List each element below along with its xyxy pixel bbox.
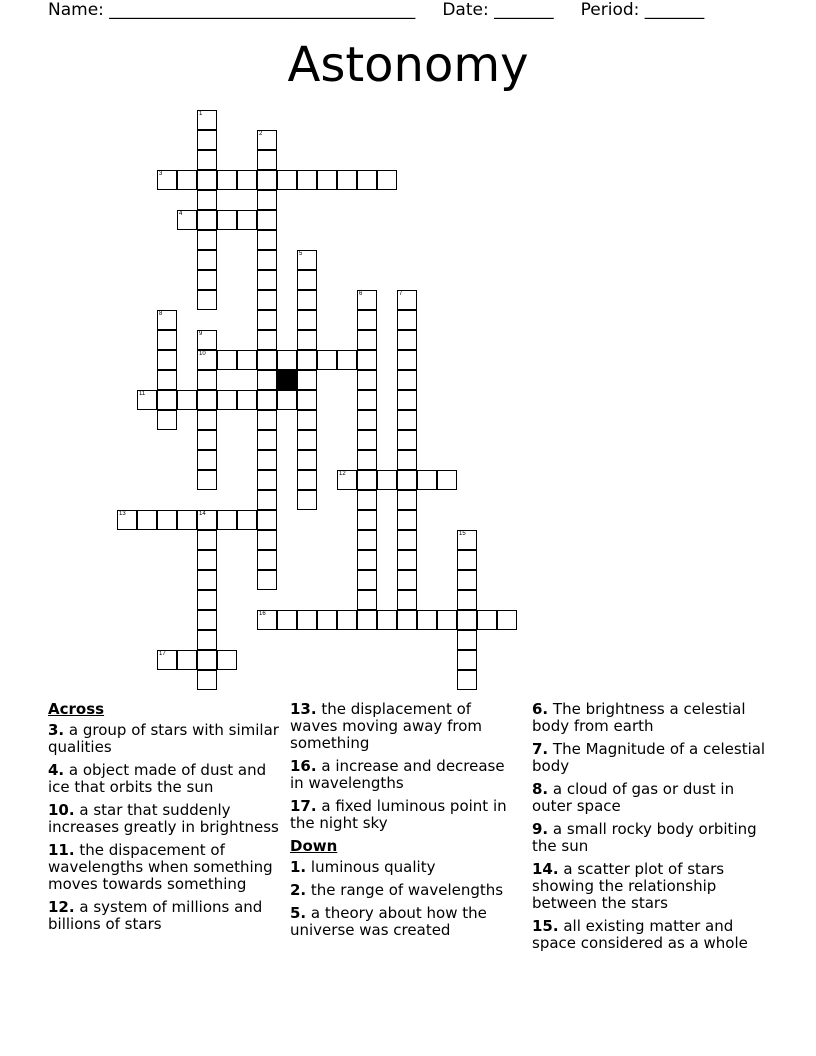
crossword-cell[interactable] [197, 550, 217, 570]
crossword-cell[interactable] [197, 630, 217, 650]
clue-across-16: 16. a increase and decrease in wavelengths [290, 757, 505, 792]
clue-across-17: 17. a fixed luminous point in the night sky [290, 797, 507, 832]
crossword-cell[interactable] [357, 290, 377, 310]
clue-down-2: 2. the range of wavelengths [290, 881, 504, 899]
crossword-cell[interactable] [457, 590, 477, 610]
crossword-cell[interactable] [197, 210, 217, 230]
crossword-cell[interactable] [297, 350, 317, 370]
clue-number: 6 [359, 291, 363, 297]
clue-number: 17 [159, 651, 166, 657]
crossword-cell[interactable] [277, 610, 297, 630]
crossword-cell[interactable] [297, 610, 317, 630]
crossword-cell[interactable] [497, 610, 517, 630]
crossword-cell[interactable] [297, 470, 317, 490]
crossword-cell[interactable] [157, 310, 177, 330]
crossword-cell[interactable] [137, 510, 157, 530]
crossword-cell[interactable] [297, 310, 317, 330]
crossword-cell[interactable] [397, 510, 417, 530]
crossword-cell[interactable] [177, 210, 197, 230]
crossword-cell[interactable] [217, 210, 237, 230]
crossword-cell[interactable] [197, 250, 217, 270]
clue-column-2 [290, 701, 520, 945]
crossword-cell[interactable] [177, 170, 197, 190]
crossword-cell[interactable] [397, 550, 417, 570]
crossword-cell[interactable] [417, 470, 437, 490]
crossword-cell[interactable] [297, 270, 317, 290]
crossword-cell[interactable] [197, 590, 217, 610]
crossword-cell[interactable] [197, 470, 217, 490]
crossword-cell[interactable] [217, 650, 237, 670]
crossword-cell[interactable] [197, 330, 217, 350]
crossword-cell[interactable] [197, 370, 217, 390]
crossword-cell[interactable] [237, 170, 257, 190]
crossword-cell[interactable] [357, 170, 377, 190]
clue-number: 3 [159, 171, 163, 177]
crossword-cell[interactable] [257, 150, 277, 170]
crossword-cell[interactable] [217, 390, 237, 410]
clue-across-11: 11. the dispacement of wavelengths when something moves towards something [48, 841, 273, 893]
clue-down-1: 1. luminous quality [290, 858, 436, 876]
crossword-cell[interactable] [297, 430, 317, 450]
crossword-cell[interactable] [157, 370, 177, 390]
crossword-cell[interactable] [257, 470, 277, 490]
crossword-cell[interactable] [457, 630, 477, 650]
crossword-cell[interactable] [357, 370, 377, 390]
crossword-cell[interactable] [457, 650, 477, 670]
crossword-cell[interactable] [397, 450, 417, 470]
crossword-cell[interactable] [117, 510, 137, 530]
clue-across-4: 4. a object made of dust and ice that orbits the sun [48, 761, 267, 796]
crossword-cell[interactable] [297, 250, 317, 270]
crossword-cell[interactable] [157, 170, 177, 190]
crossword-cell[interactable] [357, 490, 377, 510]
clue-number: 5 [299, 251, 303, 257]
crossword-cell[interactable] [257, 170, 277, 190]
crossword-cell[interactable] [297, 170, 317, 190]
crossword-cell[interactable] [437, 610, 457, 630]
crossword-cell[interactable] [397, 470, 417, 490]
clue-number: 1 [199, 111, 203, 117]
crossword-cell[interactable] [357, 470, 377, 490]
crossword-cell[interactable] [197, 130, 217, 150]
crossword-cell[interactable] [197, 350, 217, 370]
crossword-cell[interactable] [257, 310, 277, 330]
crossword-cell[interactable] [397, 350, 417, 370]
crossword-cell[interactable] [397, 410, 417, 430]
crossword-cell[interactable] [397, 310, 417, 330]
crossword-cell[interactable] [397, 610, 417, 630]
crossword-cell[interactable] [237, 510, 257, 530]
clue-across-3: 3. a group of stars with similar qualities [48, 721, 279, 756]
crossword-cell[interactable] [277, 170, 297, 190]
crossword-cell[interactable] [337, 170, 357, 190]
crossword-cell[interactable] [357, 570, 377, 590]
crossword-cell[interactable] [177, 390, 197, 410]
down-heading: Down [290, 837, 338, 855]
page-title: Astonomy [287, 37, 529, 93]
crossword-cell[interactable] [417, 610, 437, 630]
crossword-cell[interactable] [277, 390, 297, 410]
clue-number: 7 [399, 291, 403, 297]
crossword-cell[interactable] [337, 350, 357, 370]
crossword-cell[interactable] [357, 330, 377, 350]
crossword-cell[interactable] [217, 170, 237, 190]
crossword-cell[interactable] [217, 350, 237, 370]
crossword-cell[interactable] [157, 390, 177, 410]
crossword-cell[interactable] [257, 490, 277, 510]
crossword-cell[interactable] [297, 290, 317, 310]
crossword-cell[interactable] [357, 610, 377, 630]
name-field: Name: ____________________________________ [48, 0, 416, 20]
clue-number: 2 [259, 131, 263, 137]
clue-number: 9 [199, 331, 203, 337]
clue-number: 13 [119, 511, 126, 517]
clue-across-12: 12. a system of millions and billions of stars [48, 898, 263, 933]
crossword-cell[interactable] [257, 210, 277, 230]
crossword-cell[interactable] [197, 670, 217, 690]
crossword-cell[interactable] [317, 350, 337, 370]
crossword-cell[interactable] [197, 270, 217, 290]
crossword-cell[interactable] [357, 510, 377, 530]
crossword-cell[interactable] [357, 550, 377, 570]
clue-down-7: 7. The Magnitude of a celestial body [532, 740, 766, 775]
crossword-cell[interactable] [257, 230, 277, 250]
crossword-cell[interactable] [357, 390, 377, 410]
crossword-cell[interactable] [377, 470, 397, 490]
crossword-cell[interactable] [297, 410, 317, 430]
clue-number: 14 [199, 511, 206, 517]
crossword-cell[interactable] [197, 410, 217, 430]
period-field: Period: _______ [580, 0, 705, 20]
crossword-cell[interactable] [397, 570, 417, 590]
crossword-cell[interactable] [357, 530, 377, 550]
crossword-cell[interactable] [477, 610, 497, 630]
crossword-cell[interactable] [457, 670, 477, 690]
crossword-cell[interactable] [397, 490, 417, 510]
crossword-cell[interactable] [237, 350, 257, 370]
crossword-cell[interactable] [237, 390, 257, 410]
crossword-cell[interactable] [257, 450, 277, 470]
crossword-cell[interactable] [197, 450, 217, 470]
crossword-cell[interactable] [397, 330, 417, 350]
crossword-cell[interactable] [197, 510, 217, 530]
crossword-cell[interactable] [377, 170, 397, 190]
crossword-cell[interactable] [257, 290, 277, 310]
crossword-cell[interactable] [157, 510, 177, 530]
crossword-cell[interactable] [257, 510, 277, 530]
crossword-cell[interactable] [357, 430, 377, 450]
clue-number: 10 [199, 351, 206, 357]
crossword-cell[interactable] [357, 410, 377, 430]
crossword-cell[interactable] [197, 430, 217, 450]
crossword-cell[interactable] [157, 330, 177, 350]
crossword-cell[interactable] [257, 350, 277, 370]
crossword-cell[interactable] [297, 390, 317, 410]
crossword-cell[interactable] [457, 530, 477, 550]
crossword-cell[interactable] [257, 130, 277, 150]
crossword-cell[interactable] [197, 530, 217, 550]
crossword-cell[interactable] [197, 110, 217, 130]
crossword-cell[interactable] [277, 350, 297, 370]
crossword-cell[interactable] [197, 150, 217, 170]
crossword-cell[interactable] [357, 590, 377, 610]
clue-number: 11 [139, 391, 146, 397]
crossword-cell[interactable] [237, 210, 257, 230]
crossword-cell[interactable] [197, 230, 217, 250]
clue-number: 4 [179, 211, 183, 217]
clue-down-9: 9. a small rocky body orbiting the sun [532, 820, 757, 855]
crossword-cell[interactable] [377, 610, 397, 630]
crossword-cell[interactable] [177, 510, 197, 530]
crossword-cell[interactable] [317, 170, 337, 190]
crossword-cell[interactable] [197, 570, 217, 590]
crossword-cell[interactable] [397, 590, 417, 610]
crossword-cell[interactable] [397, 530, 417, 550]
crossword-cell[interactable] [257, 530, 277, 550]
crossword-cell[interactable] [297, 370, 317, 390]
crossword-cell[interactable] [297, 330, 317, 350]
crossword-cell[interactable] [357, 310, 377, 330]
crossword-cell[interactable] [157, 650, 177, 670]
crossword-cell[interactable] [197, 290, 217, 310]
crossword-cell[interactable] [257, 390, 277, 410]
crossword-cell[interactable] [457, 610, 477, 630]
clue-down-15: 15. all existing matter and space considered as a whole [532, 917, 748, 952]
black-cell [277, 370, 297, 390]
crossword-cell[interactable] [297, 450, 317, 470]
crossword-cell[interactable] [337, 610, 357, 630]
crossword-cell[interactable] [157, 410, 177, 430]
crossword-cell[interactable] [317, 610, 337, 630]
crossword-cell[interactable] [217, 510, 237, 530]
crossword-cell[interactable] [257, 370, 277, 390]
crossword-cell[interactable] [197, 390, 217, 410]
crossword-cell[interactable] [257, 250, 277, 270]
crossword-cell[interactable] [197, 650, 217, 670]
crossword-cell[interactable] [257, 430, 277, 450]
crossword-cell[interactable] [397, 430, 417, 450]
clue-number: 8 [159, 311, 163, 317]
crossword-cell[interactable] [137, 390, 157, 410]
crossword-cell[interactable] [297, 490, 317, 510]
crossword-cell[interactable] [357, 450, 377, 470]
crossword-cell[interactable] [257, 190, 277, 210]
clue-down-6: 6. The brightness a celestial body from earth [532, 700, 746, 735]
clue-number: 12 [339, 471, 346, 477]
crossword-cell[interactable] [257, 270, 277, 290]
crossword-cell[interactable] [457, 550, 477, 570]
across-heading: Across [48, 700, 105, 718]
crossword-cell[interactable] [177, 650, 197, 670]
crossword-cell[interactable] [157, 350, 177, 370]
crossword-cell[interactable] [257, 330, 277, 350]
clue-down-14: 14. a scatter plot of stars showing the relationship between the stars [532, 860, 725, 912]
crossword-cell[interactable] [197, 170, 217, 190]
crossword-cell[interactable] [257, 410, 277, 430]
clue-across-10: 10. a star that suddenly increases greatly in brightness [48, 801, 279, 836]
crossword-cell[interactable] [197, 190, 217, 210]
crossword-cell[interactable] [457, 570, 477, 590]
clue-across-13: 13. the displacement of waves moving away from something [290, 700, 482, 752]
clue-down-5: 5. a theory about how the universe was created [290, 904, 487, 939]
crossword-cell[interactable] [197, 610, 217, 630]
crossword-cell[interactable] [257, 570, 277, 590]
clue-down-8: 8. a cloud of gas or dust in outer space [532, 780, 735, 815]
crossword-cell[interactable] [257, 550, 277, 570]
date-field: Date: _______ [442, 0, 554, 20]
crossword-cell[interactable] [397, 390, 417, 410]
clue-number: 16 [259, 611, 266, 617]
clue-number: 15 [459, 531, 466, 537]
crossword-cell[interactable] [397, 370, 417, 390]
crossword-cell[interactable] [357, 350, 377, 370]
crossword-cell[interactable] [257, 610, 277, 630]
clue-column-3 [532, 701, 768, 958]
crossword-cell[interactable] [437, 470, 457, 490]
crossword-cell[interactable] [397, 290, 417, 310]
crossword-cell[interactable] [337, 470, 357, 490]
clue-column-1 [48, 701, 284, 939]
